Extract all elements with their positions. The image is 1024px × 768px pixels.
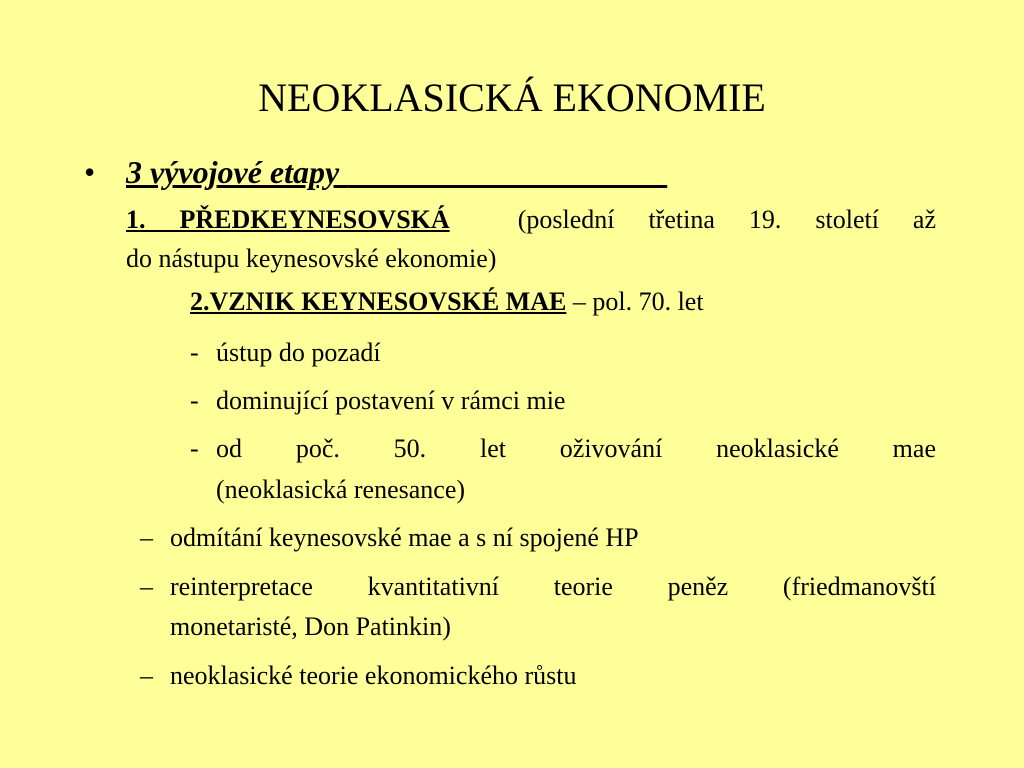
stage1-desc-line1: (poslední třetina 19. století až bbox=[517, 205, 937, 234]
stage3-item-2-line1: reinterpretace kvantitativní teorie peněz (friedmanovští bbox=[170, 572, 936, 601]
dash-marker: - bbox=[190, 386, 199, 415]
dash-item-2: dominující postavení v rámci mie bbox=[216, 386, 566, 415]
stage2-heading: 2.VZNIK KEYNESOVSKÉ MAE bbox=[190, 287, 567, 316]
bullet-marker: • bbox=[84, 154, 96, 190]
stage3-item-3: neoklasické teorie ekonomického růstu bbox=[170, 661, 577, 690]
endash-marker: – bbox=[140, 572, 153, 601]
main-bullet-text: 3 vývojové etapy bbox=[126, 154, 348, 190]
stage1-heading: 1. PŘEDKEYNESOVSKÁ bbox=[126, 205, 450, 234]
endash-marker: – bbox=[140, 523, 153, 552]
slide-title: NEOKLASICKÁ EKONOMIE bbox=[258, 75, 766, 120]
dash-marker: - bbox=[190, 338, 199, 367]
stage1-desc-line2: do nástupu keynesovské ekonomie) bbox=[126, 244, 497, 273]
dash-item-1: ústup do pozadí bbox=[216, 338, 381, 367]
stage3-item-1: odmítání keynesovské mae a s ní spojené HP bbox=[170, 523, 639, 552]
stage2-suffix: – pol. 70. let bbox=[566, 287, 704, 316]
stage2-line bbox=[190, 285, 704, 319]
stage1-line bbox=[126, 203, 936, 237]
dash-item-3-line1: od poč. 50. let oživování neoklasické mae bbox=[216, 434, 936, 463]
dash-marker: - bbox=[190, 434, 199, 463]
stage3-item-2-line2: monetaristé, Don Patinkin) bbox=[170, 612, 451, 641]
endash-marker: – bbox=[140, 661, 153, 690]
dash-item-3-line2: (neoklasická renesance) bbox=[216, 475, 466, 504]
